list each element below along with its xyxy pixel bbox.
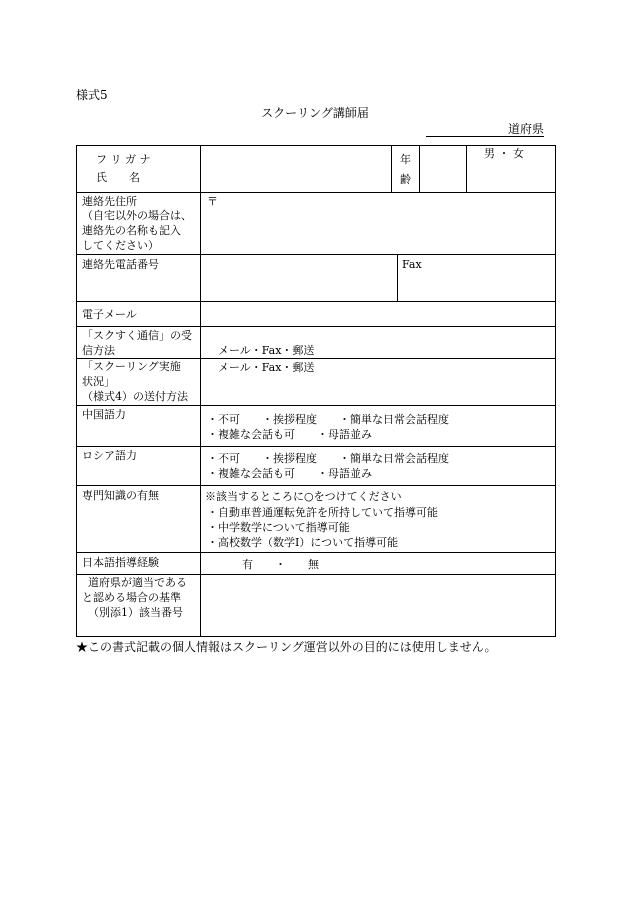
address-label-2: （自宅以外の場合は、: [82, 209, 192, 222]
sukusuku-label-2: 信方法: [82, 344, 115, 357]
phone-input[interactable]: [201, 255, 396, 300]
address-label-3: 連絡先の名称も記入: [82, 224, 181, 237]
expertise-option-driving[interactable]: ・自動車普通運転免許を所持していて指導可能: [207, 506, 438, 519]
schooling-label-1: 「スクーリング実施: [82, 360, 181, 373]
address-label-1: 連絡先住所: [82, 195, 137, 208]
name-label: 氏 名: [96, 171, 140, 184]
chinese-label: 中国語力: [82, 408, 126, 421]
criteria-label-2: と認める場合の基準: [82, 591, 181, 604]
age-label-top: 年: [400, 153, 411, 166]
criteria-label-1: 道府県が適当である: [88, 576, 187, 589]
phone-label: 連絡先電話番号: [82, 258, 159, 271]
jp-teaching-options[interactable]: 有 ・ 無: [242, 558, 319, 571]
sukusuku-options[interactable]: メール・Fax・郵送: [218, 344, 315, 357]
postal-mark[interactable]: 〒: [207, 195, 218, 208]
fax-label[interactable]: Fax: [402, 258, 422, 271]
russian-options-2[interactable]: ・複雑な会話も可 ・母語並み: [207, 467, 372, 480]
gender-options[interactable]: 男 ・ 女: [484, 147, 524, 160]
criteria-input[interactable]: [201, 575, 554, 635]
sukusuku-label-1: 「スクすく通信」の受: [82, 329, 192, 342]
expertise-label: 専門知識の有無: [82, 489, 159, 502]
privacy-note: ★この書式記載の個人情報はスクーリング運営以外の目的には使用しません。: [76, 640, 497, 654]
chinese-options-2[interactable]: ・複雑な会話も可 ・母語並み: [207, 428, 372, 441]
russian-options-1[interactable]: ・不可 ・挨拶程度 ・簡単な日常会話程度: [207, 452, 449, 465]
form-code: 様式5: [76, 88, 108, 102]
expertise-option-junior-math[interactable]: ・中学数学について指導可能: [207, 521, 350, 534]
expertise-option-high-math[interactable]: ・高校数学（数学Ⅰ）について指導可能: [207, 536, 399, 549]
schooling-label-2: 状況」: [82, 375, 115, 388]
jp-teaching-label: 日本語指導経験: [82, 556, 159, 569]
furigana-label: フ リ ガ ナ: [96, 153, 151, 166]
age-input[interactable]: [420, 146, 465, 191]
expertise-note: ※該当するところに○をつけてください: [205, 490, 402, 503]
chinese-options-1[interactable]: ・不可 ・挨拶程度 ・簡単な日常会話程度: [207, 413, 449, 426]
email-input[interactable]: [201, 302, 554, 325]
address-label-4: してください）: [82, 239, 159, 252]
russian-label: ロシア語力: [82, 449, 137, 462]
email-label: 電子メール: [82, 308, 137, 321]
age-label-bottom: 齢: [400, 173, 411, 186]
schooling-label-3: （様式4）の送付方法: [82, 390, 188, 403]
form-title: スクーリング講師届: [261, 106, 369, 120]
prefecture-field[interactable]: 道府県: [426, 122, 544, 137]
name-input[interactable]: [201, 146, 390, 191]
schooling-options[interactable]: メール・Fax・郵送: [218, 361, 315, 374]
criteria-label-3: （別添1）該当番号: [88, 606, 183, 619]
